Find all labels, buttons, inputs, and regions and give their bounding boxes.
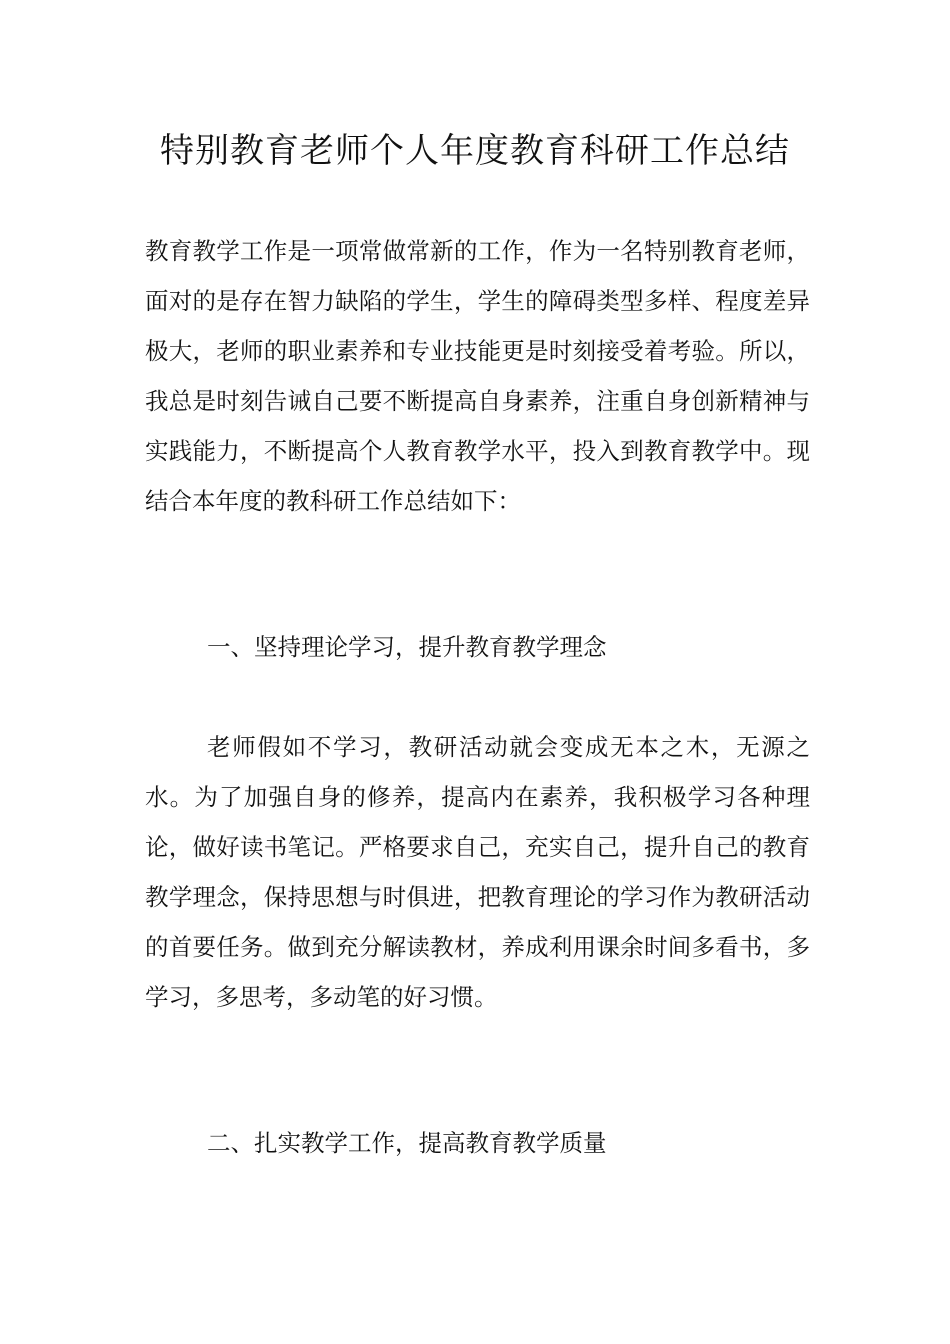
section-heading-1: 一、坚持理论学习，提升教育教学理念 xyxy=(207,633,607,661)
intro-paragraph: 教育教学工作是一项常做常新的工作，作为一名特别教育老师，面对的是存在智力缺陷的学生，学生的障碍类型多样、程度差异极大，老师的职业素养和专业技能更是时刻接受着考验。所以，我总是时刻告诫自己要不断提高自身素养，注重自身创新精神与实践能力，不断提高个人教育教学水平，投入到教育教学中。现结合本年度的教科研工作总结如下： xyxy=(145,237,810,515)
section-heading-2: 二、扎实教学工作，提高教育教学质量 xyxy=(207,1129,607,1157)
section-body-1: 老师假如不学习，教研活动就会变成无本之木，无源之水。为了加强自身的修养，提高内在素养，我积极学习各种理论，做好读书笔记。严格要求自己，充实自己，提升自己的教育教学理念，保持思想与时俱进，把教育理论的学习作为教研活动的首要任务。做到充分解读教材，养成利用课余时间多看书，多学习，多思考，多动笔的好习惯。 xyxy=(145,733,810,1011)
document-title: 特别教育老师个人年度教育科研工作总结 xyxy=(160,131,790,171)
